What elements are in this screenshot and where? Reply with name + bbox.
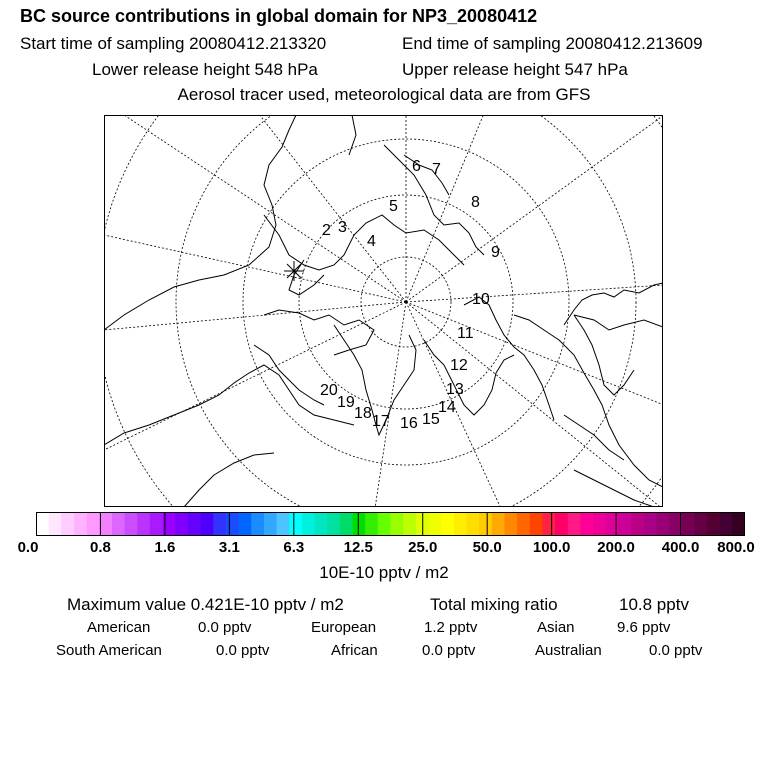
- release-location-marker: [284, 261, 304, 281]
- region-name-american: American: [87, 619, 151, 636]
- track-label: 10: [472, 291, 490, 308]
- colorbar-tick-label: 1.6: [154, 539, 176, 556]
- colorbar-swatch: [492, 512, 505, 536]
- colorbar-tick-label: 12.5: [343, 539, 373, 556]
- region-value-asian: 9.6 pptv: [617, 619, 671, 636]
- track-label: 4: [367, 233, 376, 250]
- colorbar-swatch: [226, 512, 239, 536]
- colorbar-swatch: [504, 512, 517, 536]
- colorbar-swatch: [466, 512, 479, 536]
- colorbar-swatch: [251, 512, 264, 536]
- track-label: 13: [446, 381, 464, 398]
- track-label: 11: [457, 325, 474, 342]
- colorbar-swatch: [365, 512, 378, 536]
- colorbar-tick-label: 400.0: [661, 539, 700, 556]
- colorbar-swatch: [302, 512, 315, 536]
- region-value-australian: 0.0 pptv: [649, 642, 703, 659]
- colorbar-tick-label: 50.0: [472, 539, 502, 556]
- colorbar-swatch: [315, 512, 328, 536]
- track-label: 9: [491, 244, 500, 261]
- track-label: 15: [422, 411, 440, 428]
- region-name-african: African: [331, 642, 378, 659]
- colorbar-swatch: [61, 512, 74, 536]
- start-time: Start time of sampling 20080412.213320: [20, 34, 327, 53]
- track-label: 7: [432, 161, 441, 178]
- colorbar-tick-label: 100.0: [532, 539, 571, 556]
- colorbar-swatch: [593, 512, 606, 536]
- colorbar-swatch: [36, 512, 49, 536]
- page-title: BC source contributions in global domain for NP3_20080412: [20, 6, 538, 26]
- total-mixing-ratio-value: 10.8 pptv: [619, 595, 689, 614]
- colorbar-swatch: [682, 512, 695, 536]
- region-value-american: 0.0 pptv: [198, 619, 252, 636]
- end-time: End time of sampling 20080412.213609: [402, 34, 703, 53]
- region-name-asian: Asian: [537, 619, 575, 636]
- track-label: 17: [372, 413, 390, 430]
- colorbar-tick-label: 200.0: [597, 539, 635, 556]
- colorbar-tick-label: 6.3: [283, 539, 305, 556]
- track-label: 3: [338, 219, 347, 236]
- region-value-european: 1.2 pptv: [424, 619, 478, 636]
- colorbar-swatch: [137, 512, 150, 536]
- colorbar-swatch: [530, 512, 543, 536]
- colorbar-tick-label: 0.0: [17, 539, 39, 556]
- colorbar-swatch: [441, 512, 454, 536]
- colorbar-swatch: [631, 512, 644, 536]
- colorbar-swatch: [327, 512, 340, 536]
- colorbar-swatch: [517, 512, 530, 536]
- colorbar-swatch: [112, 512, 125, 536]
- colorbar-swatch: [656, 512, 669, 536]
- colorbar-swatch: [188, 512, 201, 536]
- colorbar-swatch: [542, 512, 555, 536]
- colorbar-swatch: [49, 512, 62, 536]
- track-label: 16: [400, 415, 418, 432]
- colorbar-swatch: [479, 512, 492, 536]
- colorbar-swatch: [125, 512, 138, 536]
- colorbar-swatch: [428, 512, 441, 536]
- region-name-australian: Australian: [535, 642, 602, 659]
- track-label: 14: [438, 399, 456, 416]
- track-label: 8: [471, 194, 480, 211]
- colorbar-swatch: [720, 512, 733, 536]
- colorbar-swatch: [403, 512, 416, 536]
- region-name-south-american: South American: [56, 642, 162, 659]
- upper-release-height: Upper release height 547 hPa: [402, 60, 628, 79]
- track-label: 18: [354, 405, 372, 422]
- total-mixing-ratio-label: Total mixing ratio: [430, 595, 558, 614]
- track-label: 12: [450, 357, 468, 374]
- colorbar-tick-label: 3.1: [218, 539, 240, 556]
- tracer-info: Aerosol tracer used, meteorological data are from GFS: [177, 85, 591, 104]
- region-value-south-american: 0.0 pptv: [216, 642, 270, 659]
- colorbar-swatch: [277, 512, 290, 536]
- region-name-european: European: [311, 619, 377, 636]
- region-value-african: 0.0 pptv: [422, 642, 476, 659]
- colorbar: [36, 512, 745, 536]
- colorbar-units: 10E-10 pptv / m2: [319, 563, 449, 582]
- colorbar-swatch: [606, 512, 619, 536]
- colorbar-swatch: [618, 512, 631, 536]
- colorbar-swatch: [340, 512, 353, 536]
- colorbar-tick-label: 800.0: [717, 539, 755, 556]
- colorbar-swatch: [694, 512, 707, 536]
- colorbar-swatch: [454, 512, 467, 536]
- colorbar-swatch: [87, 512, 100, 536]
- colorbar-swatch: [568, 512, 581, 536]
- colorbar-swatch: [201, 512, 214, 536]
- track-label: 20: [320, 382, 338, 399]
- track-label: 19: [337, 394, 355, 411]
- colorbar-swatch: [644, 512, 657, 536]
- colorbar-tick-label: 0.8: [90, 539, 111, 556]
- colorbar-swatch: [239, 512, 252, 536]
- colorbar-swatch: [150, 512, 163, 536]
- colorbar-swatch: [707, 512, 720, 536]
- lower-release-height: Lower release height 548 hPa: [92, 60, 318, 79]
- colorbar-swatch: [353, 512, 366, 536]
- track-label: 6: [412, 158, 421, 175]
- colorbar-swatch: [213, 512, 226, 536]
- track-label: 2: [322, 222, 331, 239]
- colorbar-tick-label: 25.0: [408, 539, 438, 556]
- colorbar-swatch: [99, 512, 112, 536]
- maximum-value: Maximum value 0.421E-10 pptv / m2: [67, 595, 344, 614]
- polar-map: [104, 115, 663, 507]
- map-frame: [105, 116, 663, 507]
- colorbar-swatch: [378, 512, 391, 536]
- colorbar-swatch: [555, 512, 568, 536]
- track-label: 5: [389, 198, 398, 215]
- colorbar-swatch: [580, 512, 593, 536]
- colorbar-swatch: [732, 512, 745, 536]
- colorbar-swatch: [74, 512, 87, 536]
- colorbar-swatch: [175, 512, 188, 536]
- colorbar-swatch: [264, 512, 277, 536]
- colorbar-swatch: [391, 512, 404, 536]
- colorbar-swatch: [289, 512, 302, 536]
